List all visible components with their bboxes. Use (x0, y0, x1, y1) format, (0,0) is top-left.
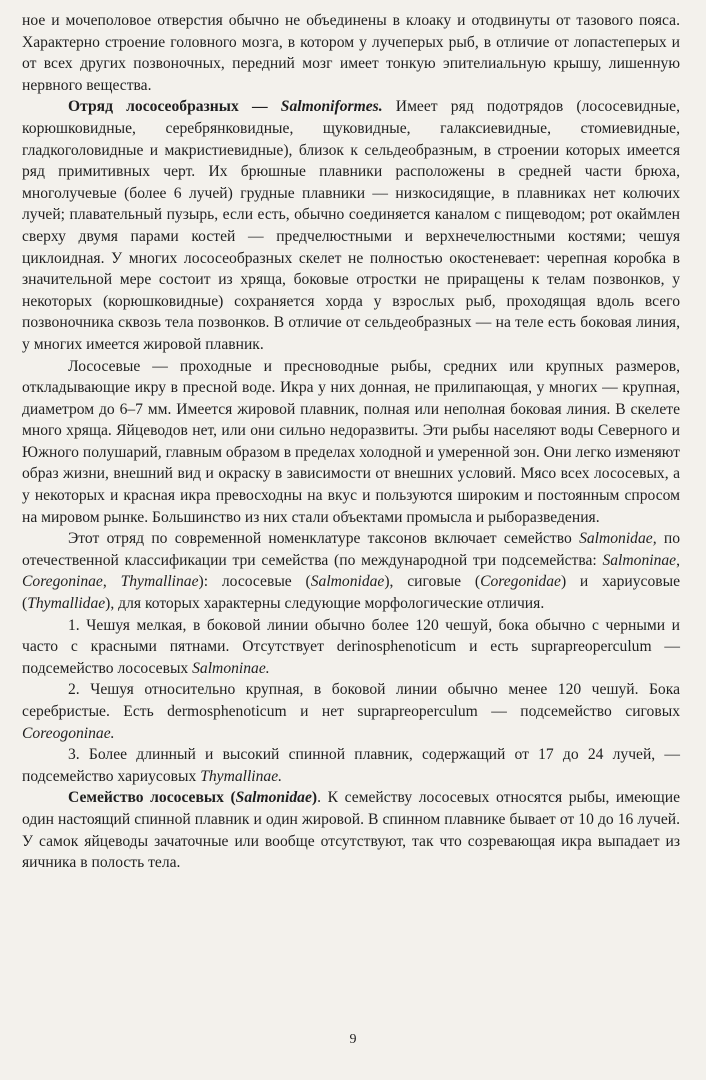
text-run: Имеет ряд подотрядов (лососевидные, корюшковидные, серебрянковидные, щуковидные, галаксиевидные, стомиевидные, гладкоголовидные и макристиевидные), близок к сельдеобразным, в строении которых имеется ряд примитивных черт. Их брюшные плавники расположены в средней части брюха, многолучевые (более 6 лучей) грудные плавники — низкосидящие, в плавниках нет колючих лучей; плавательный пузырь, если есть, обычно соединяется каналом с пищеводом; рот окаймлен сверху двумя парами костей — предчелюстными и верхнечелюстными костями; чешуя циклоидная. У многих лососеобразных скелет не полностью окостеневает: черепная коробка в значительной мере состоит из хряща, боковые отростки не приращены к телам позвонков, у некоторых (корюшковидные) сохраняется хорда у взрослых рыб, проходящая вдоль всего позвоночника сквозь тела позвонков. В отличие от сельдеобразных — на теле есть боковая линия, у многих имеется жировой плавник. (22, 98, 680, 353)
latin-term: Coregonidae (480, 573, 561, 591)
paragraph-classification (22, 528, 680, 614)
latin-term: Salmonidae (310, 573, 385, 591)
page-number: 9 (349, 1032, 357, 1047)
order-latin-name: Salmoniformes. (280, 98, 383, 116)
latin-term: Salmonidae, (579, 530, 657, 548)
text-run: Этот отряд по современной номенклатуре таксонов включает семейство (68, 530, 580, 548)
latin-term: Coregoninae (22, 573, 103, 591)
list-item-3 (22, 744, 680, 787)
text-run: 1. Чешуя мелкая, в боковой линии обычно более 120 чешуй, бока обычно с черными и часто с красными пятнами. Отсутствует derinosphenoticum и есть suprapreoperculum — подсемейство лососевых (22, 616, 680, 677)
latin-term: Thymallinae. (200, 767, 283, 785)
text-run: ), сиговые ( (384, 573, 481, 591)
text-run: . К семейству лососевых относятся рыбы, имеющие один настоящий спинной плавник и один жировой. В спинном плавнике бывает от 10 до 16 лучей. У самок яйцеводы зачаточные или вообще отсутствуют, так что созревающая икра выпадает из яичника в полость тела. (22, 789, 680, 872)
text-run: ): лососевые ( (198, 573, 311, 591)
latin-term: Coreogoninae. (22, 724, 115, 742)
text-run: ное и мочеполовое отверстия обычно не объединены в клоаку и отодвинуты от тазового пояса. Характерно строение головного мозга, в котором у лучеперых рыб, в отличие от лопастеперых и от всех других позвоночных, передний мозг имеет тонкую эпителиальную крышу, лишенную нервного вещества. (22, 12, 680, 94)
order-heading: Отряд лососеобразных — (68, 98, 281, 116)
paragraph-intro-continued (22, 10, 680, 96)
page-body (22, 10, 680, 874)
text-run: 3. Более длинный и высокий спинной плавник, содержащий от 17 до 24 лучей, — подсемейство хариусовых (22, 746, 680, 785)
family-heading: Семейство лососевых ( (68, 789, 236, 807)
latin-term: Thymallidae (27, 595, 106, 613)
paragraph-order-salmoniformes (22, 96, 680, 355)
text-run: Лососевые — проходные и пресноводные рыбы, средних или крупных размеров, откладывающие икру в пресной воде. Икра у них донная, не прилипающая, у многих — крупная, диаметром до 6–7 мм. Имеется жировой плавник, полная или неполная боковая линия. В скелете много хряща. Яйцеводов нет, или они сильно недоразвиты. Эти рыбы населяют воды Северного и Южного полушарий, главным образом в пределах холодной и умеренной зон. Они легко изменяют образ жизни, внешний вид и окраску в зависимости от внешних условий. Мясо всех лососевых, а у некоторых и красная икра превосходны на вкус и пользуются широким и постоянным спросом на мировом рынке. Большинство из них стали объектами промысла и рыборазведения. (22, 357, 680, 526)
family-latin-name: Salmonidae (235, 789, 312, 807)
text-run: ), для которых характерны следующие морфологические отличия. (105, 595, 545, 613)
paragraph-family-salmonidae (22, 787, 680, 873)
text-run: 2. Чешуя относительно крупная, в боковой линии обычно менее 120 чешуй. Бока серебристые. Есть dermosphenoticum и нет suprapreoperculum — подсемейство сиговых (22, 681, 680, 720)
latin-term: Salmoninae (602, 551, 677, 569)
text-run: ) и хариусовые ( (22, 573, 681, 613)
text-run: по отечественной классификации три семейства (по международной три подсемейства: (22, 530, 681, 569)
list-item-1 (22, 615, 680, 680)
family-heading-close: ) (311, 789, 318, 807)
text-run: , (676, 551, 680, 569)
text-run: , (102, 573, 121, 591)
latin-term: Thymallinae (120, 573, 199, 591)
paragraph-salmonids-description (22, 356, 680, 529)
list-item-2 (22, 679, 680, 744)
latin-term: Salmoninae. (192, 659, 270, 677)
